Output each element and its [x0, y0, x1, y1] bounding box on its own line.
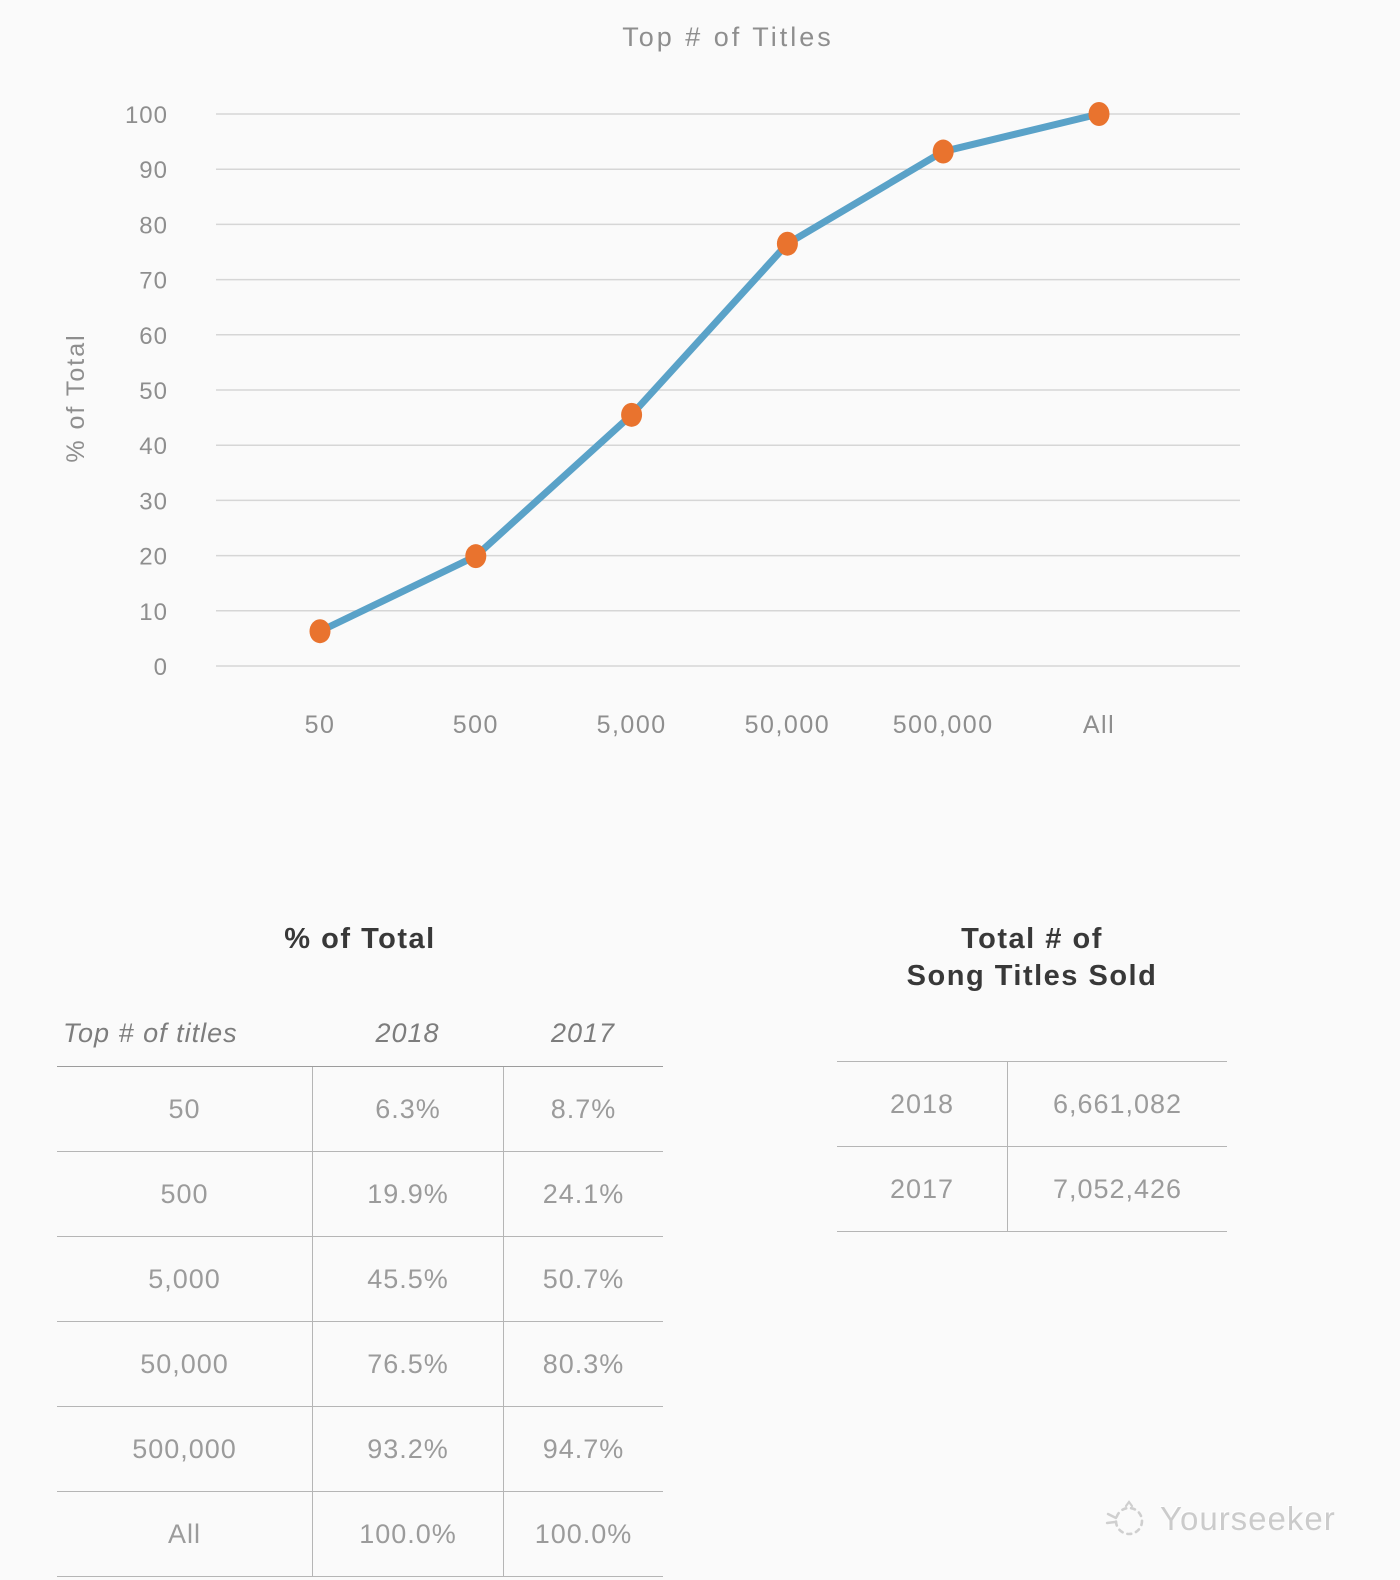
header-cell-2018: 2018: [375, 1017, 440, 1048]
table-cell: 500: [160, 1178, 209, 1209]
table-cell: 5,000: [148, 1263, 221, 1294]
svg-text:500: 500: [452, 711, 499, 739]
table-row: [57, 1322, 663, 1407]
svg-text:50: 50: [304, 711, 336, 739]
table-cell: 6,661,082: [1007, 1062, 1227, 1146]
percent-table-body: [57, 1067, 663, 1577]
sold-table-title: [837, 921, 1227, 995]
header-cell-top-titles: Top # of titles: [63, 1017, 238, 1048]
table-row: [837, 1147, 1227, 1232]
svg-text:80: 80: [139, 212, 168, 240]
svg-text:10: 10: [139, 598, 168, 626]
svg-text:20: 20: [139, 543, 168, 571]
percent-table-header-row: [57, 1000, 663, 1067]
table-cell: 93.2%: [312, 1407, 503, 1491]
svg-text:70: 70: [139, 267, 168, 295]
sold-table-title-line2: Song Titles Sold: [906, 960, 1158, 992]
svg-text:60: 60: [139, 322, 168, 350]
table-row: [57, 1067, 663, 1152]
table-cell: 45.5%: [312, 1237, 503, 1321]
yourseeker-watermark: [1104, 1496, 1336, 1542]
svg-text:Top # of Titles: Top # of Titles: [622, 22, 834, 52]
svg-text:% of Total: % of Total: [62, 333, 90, 463]
table-cell: 80.3%: [503, 1322, 663, 1406]
table-cell: 50,000: [140, 1348, 229, 1379]
svg-text:100: 100: [124, 102, 168, 129]
sold-table-body: [837, 1061, 1227, 1232]
svg-text:30: 30: [139, 488, 168, 516]
percent-table-title: % of Total: [284, 923, 436, 955]
table-cell: All: [167, 1518, 201, 1549]
table-cell: 50: [168, 1093, 201, 1124]
table-cell: 100.0%: [503, 1492, 663, 1576]
table-cell: 94.7%: [503, 1407, 663, 1491]
svg-text:All: All: [1082, 711, 1116, 739]
percent-of-total-table: [57, 921, 663, 1577]
table-cell: 2017: [889, 1173, 955, 1204]
table-cell: 100.0%: [312, 1492, 503, 1576]
svg-text:90: 90: [139, 157, 168, 185]
table-cell: 7,052,426: [1007, 1147, 1227, 1231]
table-row: [57, 1492, 663, 1577]
table-cell: 19.9%: [312, 1152, 503, 1236]
yourseeker-logo-icon: [1104, 1496, 1150, 1542]
svg-text:40: 40: [139, 433, 168, 461]
svg-text:50: 50: [139, 378, 168, 405]
table-row: [57, 1237, 663, 1322]
table-row: [837, 1062, 1227, 1147]
table-cell: 6.3%: [312, 1067, 503, 1151]
svg-text:500,000: 500,000: [892, 711, 994, 739]
table-cell: 24.1%: [503, 1152, 663, 1236]
table-cell: 50.7%: [503, 1237, 663, 1321]
svg-text:0: 0: [153, 654, 168, 681]
svg-text:5,000: 5,000: [596, 711, 667, 739]
yourseeker-label: Yourseeker: [1160, 1500, 1336, 1537]
table-cell: 500,000: [132, 1433, 237, 1464]
table-cell: 8.7%: [503, 1067, 663, 1151]
header-cell-2017: 2017: [550, 1017, 616, 1048]
table-row: [57, 1407, 663, 1492]
table-cell: 76.5%: [312, 1322, 503, 1406]
sold-table-title-line1: Total # of: [961, 923, 1103, 955]
table-cell: 2018: [889, 1088, 955, 1119]
svg-text:50,000: 50,000: [744, 711, 831, 739]
song-titles-sold-table: [837, 921, 1227, 1232]
table-row: [57, 1152, 663, 1237]
